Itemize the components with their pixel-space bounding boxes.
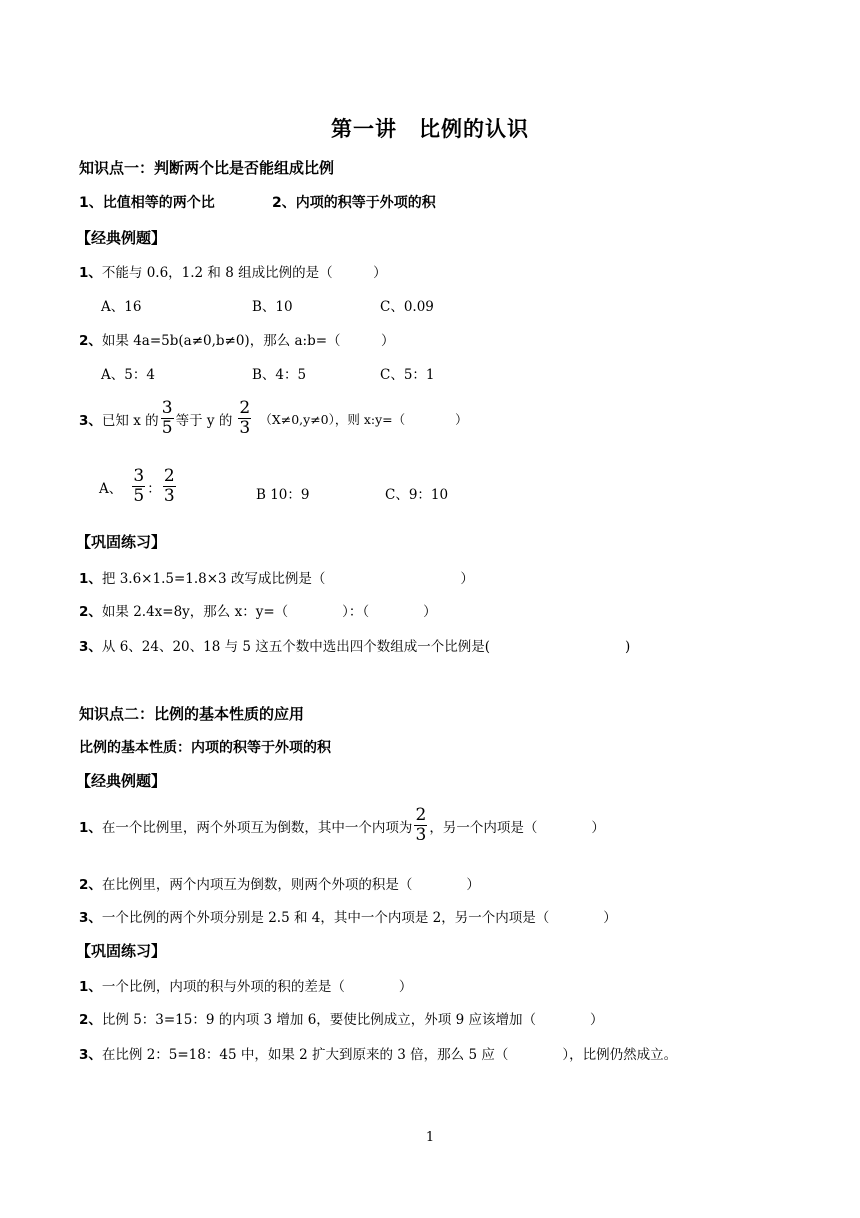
question-text-mid: 等于 y 的 [175,412,233,429]
section1-heading: 知识点一：判断两个比是否能组成比例 [79,159,335,177]
fraction-two-thirds: $\frac{2}{3}$ [239,398,251,438]
examples-label-2: 【经典例题】 [76,772,167,790]
example-question-2 [79,329,395,349]
practice-question-1: 1、一个比例，内项的积与外项的积的差是（ ） [79,979,413,995]
example-question-3 [79,399,468,438]
option-a: A、 $\frac{3}{5}$ ： $\frac{2}{3}$ [99,466,175,506]
page-title: 第一讲 比例的认识 [331,116,529,141]
option-a: A、5：4 [101,367,155,383]
question-number: 1、 [79,265,102,281]
option-b: B、4：5 [252,367,307,383]
practice-question-3: 3、从 6、24、20、18 与 5 这五个数中选出四个数组成一个比例是( ) [79,639,631,655]
practice-question-2: 2、比例 5：3=15：9 的内项 3 增加 6，要使比例成立，外项 9 应该增加（ ） [79,1012,604,1028]
question-number: 2、 [79,333,102,349]
question-text-pre: 已知 x 的 [101,412,159,429]
rule-1: 1、比值相等的两个比 [79,195,215,211]
option-c: C、0.09 [380,299,434,315]
example-question-1 [79,261,387,281]
option-c: C、9：10 [385,487,449,503]
option-c: C、5：1 [380,367,435,383]
practice-question-3: 3、在比例 2：5=18：45 中，如果 2 扩大到原来的 3 倍，那么 5 应（ ），比例仍然成立。 [79,1047,678,1063]
question-text: 不能与 0.6，1.2 和 8 组成比例的是（ ） [101,265,387,281]
practice-label-1: 【巩固练习】 [76,533,167,551]
question-text-post: （X≠0,y≠0），则 x:y=（ ） [259,411,468,427]
example-question-2: 2、在比例里，两个内项互为倒数，则两个外项的积是（ ） [79,877,480,893]
option-a: A、16 [101,299,142,315]
option-b: B 10：9 [256,487,310,503]
example-question-1: 1、 在一个比例里，两个外项互为倒数，其中一个内项为 $\frac{2}{3}$ ，另一个内项是（ ） [79,805,605,845]
page-number: 1 [425,1130,435,1145]
fraction-two-thirds: $\frac{2}{3}$ [415,805,427,845]
practice-label-2: 【巩固练习】 [76,942,167,960]
question-text: 如果 4a=5b(a≠0,b≠0)，那么 a:b=（ ） [101,333,395,349]
examples-label-1: 【经典例题】 [76,229,167,247]
rule-2: 2、内项的积等于外项的积 [272,195,436,211]
basic-property: 比例的基本性质：内项的积等于外项的积 [79,740,331,756]
section2-heading: 知识点二：比例的基本性质的应用 [79,705,305,723]
practice-question-2: 2、如果 2.4x=8y，那么 x：y=（ ）：（ ） [79,604,437,620]
example-question-3: 3、一个比例的两个外项分别是 2.5 和 4，其中一个内项是 2，另一个内项是（ ） [79,910,617,926]
practice-question-1: 1、把 3.6×1.5=1.8×3 改写成比例是（ ） [79,571,474,587]
fraction-three-fifths: $\frac{3}{5}$ [133,466,145,506]
fraction-two-thirds: $\frac{2}{3}$ [163,466,175,506]
option-b: B、10 [252,299,293,315]
question-number: 3、 [79,412,102,429]
fraction-three-fifths: $\frac{3}{5}$ [161,398,173,438]
